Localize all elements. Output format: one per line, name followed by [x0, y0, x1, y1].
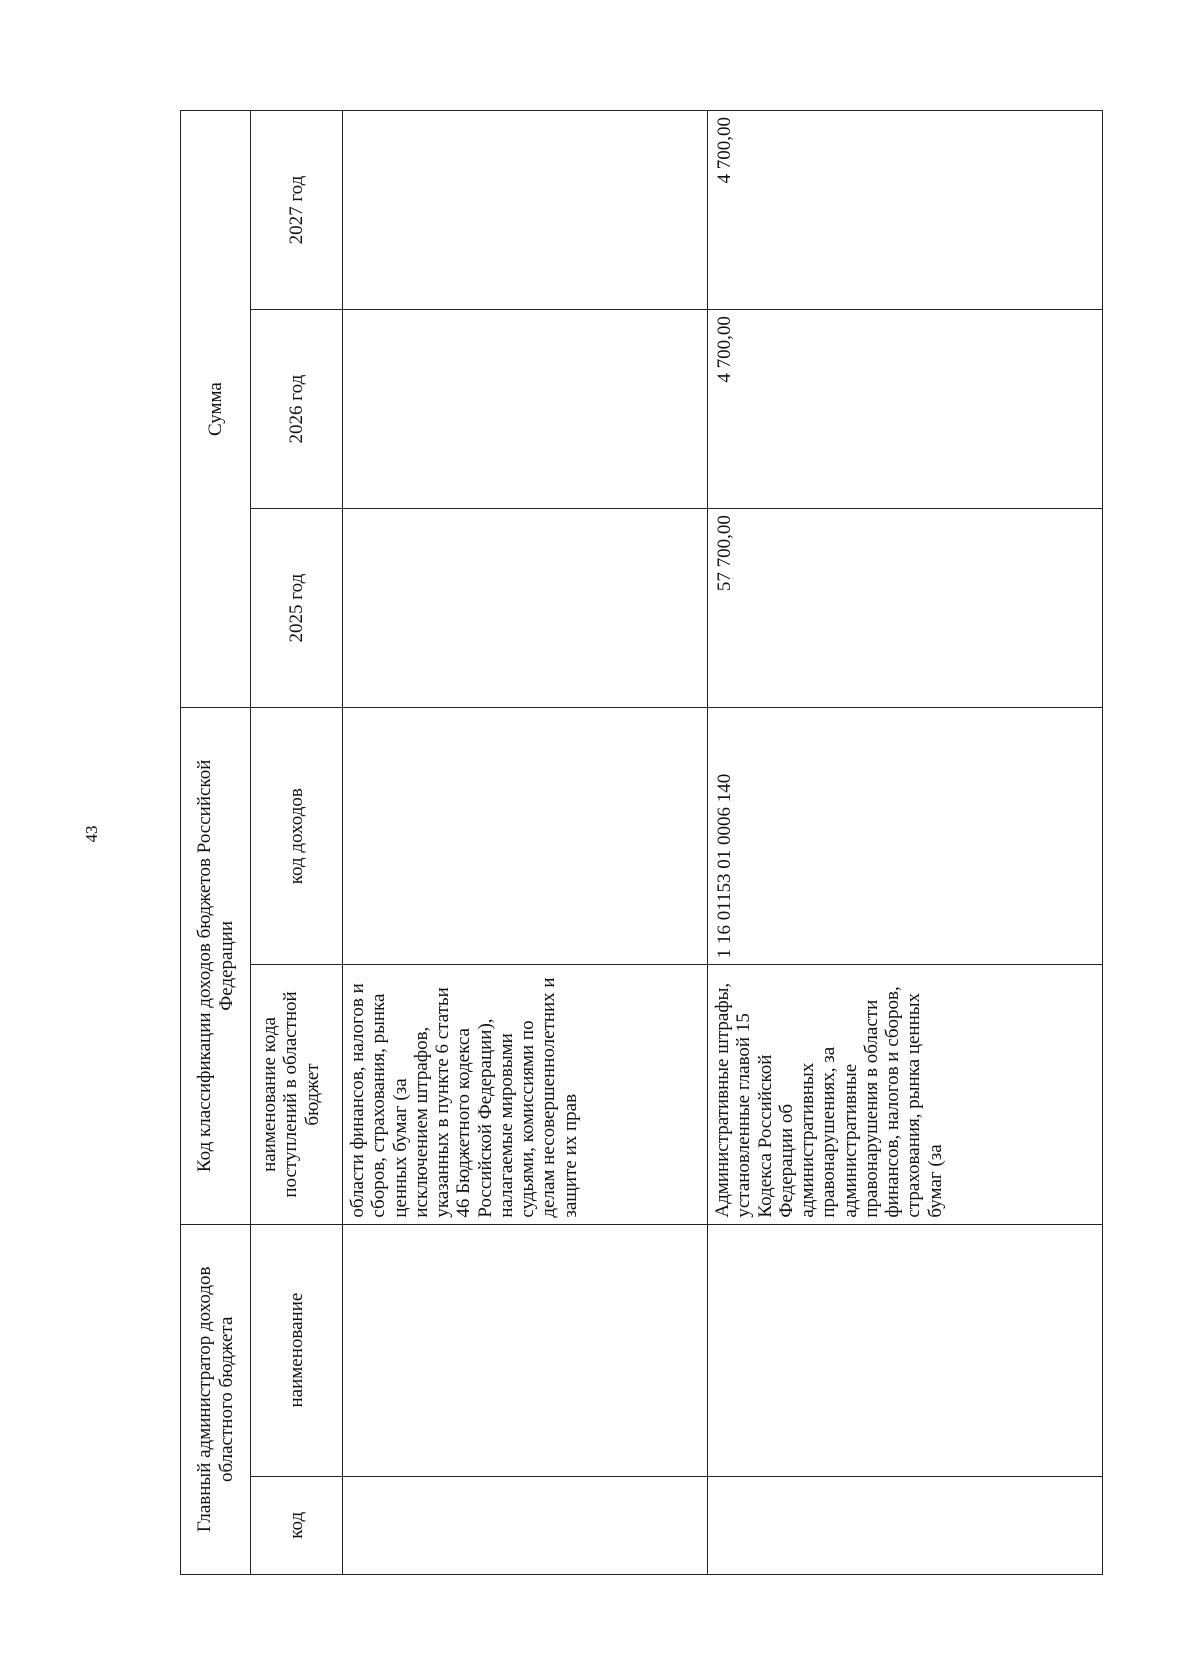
- cell-income-name: области финансов, налогов и сборов, страхования, рынка ценных бумаг (за исключением штрафов, указанных в пункте 6 статьи 46 Бюджетного кодекса Российской Федерации), налагаемые мировыми судьями, комиссиями по делам несовершеннолетних и защите их прав: [343, 965, 708, 1224]
- header-class-code: код доходов: [251, 708, 343, 965]
- table-row: [708, 111, 1103, 1575]
- budget-table: [180, 110, 1103, 1575]
- cell-admin-name: [343, 1224, 708, 1476]
- cell-amount-2025: [343, 509, 708, 708]
- header-classification-group: Код классификации доходов бюджетов Российской Федерации: [181, 708, 251, 1225]
- header-class-name: наименование кода поступлений в областной бюджет: [251, 965, 343, 1224]
- table-row: [343, 111, 708, 1575]
- cell-amount-2026: 4 700,00: [708, 310, 1103, 509]
- header-year-2025: 2025 год: [251, 509, 343, 708]
- cell-income-code: [343, 708, 708, 965]
- cell-admin-name: [708, 1224, 1103, 1476]
- cell-amount-2027: [343, 111, 708, 310]
- header-admin-group: Главный администратор доходов областного бюджета: [181, 1224, 251, 1574]
- header-admin-name: наименование: [251, 1224, 343, 1476]
- cell-amount-2025: 57 700,00: [708, 509, 1103, 708]
- header-sum-group: Сумма: [181, 111, 251, 708]
- cell-income-code: 1 16 01153 01 0006 140: [708, 708, 1103, 965]
- cell-amount-2027: 4 700,00: [708, 111, 1103, 310]
- cell-amount-2026: [343, 310, 708, 509]
- rotated-table-wrapper: [180, 110, 1102, 1575]
- header-year-2027: 2027 год: [251, 111, 343, 310]
- page-number: 43: [82, 825, 101, 843]
- header-year-2026: 2026 год: [251, 310, 343, 509]
- cell-admin-code: [343, 1476, 708, 1574]
- cell-admin-code: [708, 1476, 1103, 1574]
- header-admin-code: код: [251, 1476, 343, 1574]
- cell-income-name: Административные штрафы, установленные главой 15 Кодекса Российской Федерации об административных правонарушениях, за административные правонарушения в области финансов, налогов и сборов, страхования, рынка ценных бумаг (за: [708, 965, 1103, 1224]
